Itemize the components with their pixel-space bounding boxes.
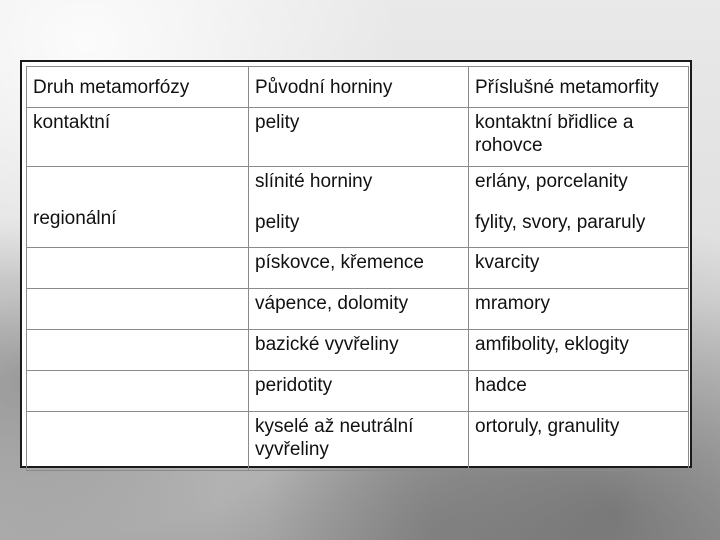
- table-row: [27, 167, 689, 248]
- header-metamorphism-type: Druh metamorfózy: [27, 67, 249, 108]
- cell-result: hadce: [469, 371, 689, 412]
- cell-type: [27, 371, 249, 412]
- cell-type: kontaktní: [27, 108, 249, 167]
- cell-original-line: pelity: [255, 212, 300, 233]
- cell-original: kyselé až neutrální vyvřeliny: [249, 412, 469, 471]
- table-row: [27, 330, 689, 371]
- cell-result: mramory: [469, 289, 689, 330]
- table-header-row: [27, 67, 689, 108]
- cell-original: peridotity: [249, 371, 469, 412]
- cell-original: pískovce, křemence: [249, 248, 469, 289]
- cell-type: [27, 330, 249, 371]
- cell-type: [27, 248, 249, 289]
- table-frame: [20, 60, 692, 468]
- cell-type: [27, 289, 249, 330]
- table-row: [27, 289, 689, 330]
- cell-result: [469, 167, 689, 248]
- table-row: [27, 248, 689, 289]
- cell-type-text: regionální: [33, 207, 117, 229]
- cell-original: vápence, dolomity: [249, 289, 469, 330]
- cell-type: [27, 167, 249, 248]
- cell-result: kontaktní břidlice a rohovce: [469, 108, 689, 167]
- table-row: [27, 371, 689, 412]
- table-row: [27, 108, 689, 167]
- table-row: [27, 412, 689, 471]
- cell-original: [249, 167, 469, 248]
- cell-original: bazické vyvřeliny: [249, 330, 469, 371]
- cell-result: kvarcity: [469, 248, 689, 289]
- cell-original: pelity: [249, 108, 469, 167]
- header-metamorphites: Příslušné metamorfity: [469, 67, 689, 108]
- cell-result-line: fylity, svory, pararuly: [475, 212, 646, 233]
- cell-type: [27, 412, 249, 471]
- cell-result-line: erlány, porcelanity: [475, 171, 628, 192]
- cell-result: amfibolity, eklogity: [469, 330, 689, 371]
- cell-original-line: slínité horniny: [255, 171, 373, 192]
- header-original-rocks: Původní horniny: [249, 67, 469, 108]
- cell-result: ortoruly, granulity: [469, 412, 689, 471]
- metamorphism-table: [26, 66, 689, 471]
